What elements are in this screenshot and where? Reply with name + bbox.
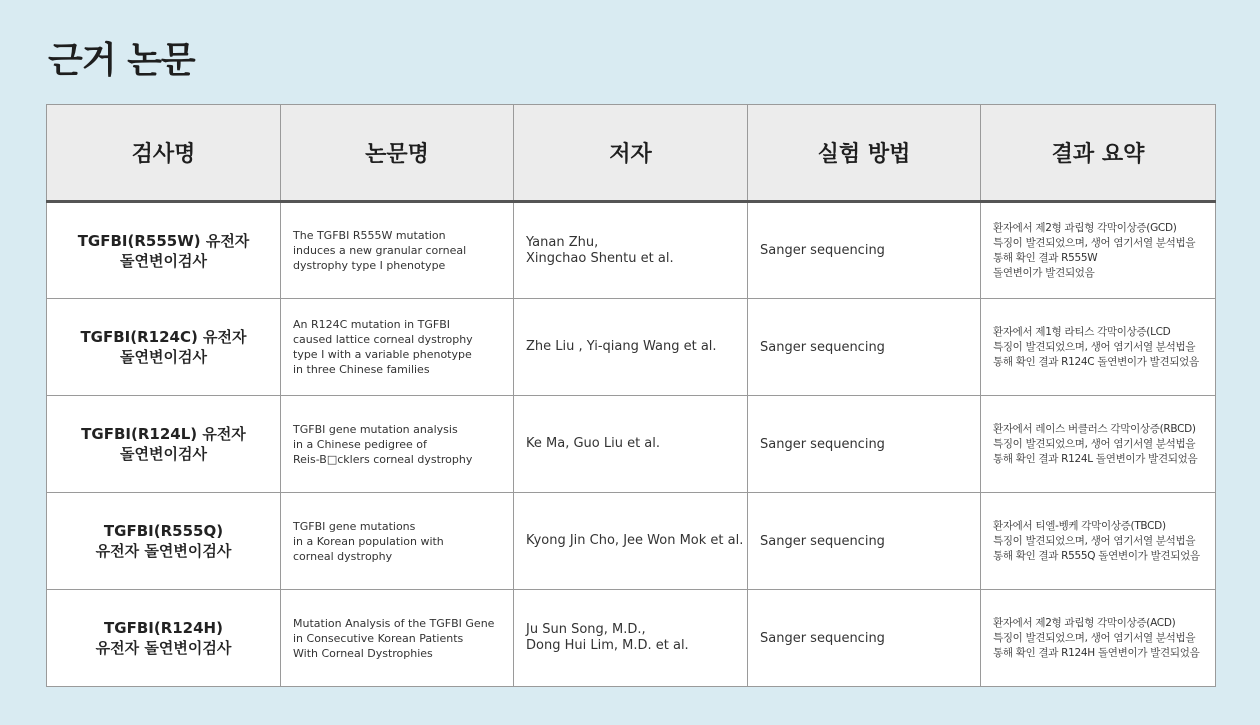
table-row xyxy=(47,396,1216,493)
cell-summary-line: 돌연변이가 발견되었음 xyxy=(993,266,1095,279)
cell-summary-line: 특징이 발견되었으며, 생어 염기서열 분석법을 xyxy=(993,631,1196,644)
page-title: 근거 논문 xyxy=(48,40,195,81)
cell-test-name xyxy=(47,396,281,493)
cell-summary-line: 환자에서 제2형 과립형 각막이상증(ACD) xyxy=(993,616,1176,629)
cell-authors xyxy=(514,396,748,493)
cell-summary-line: 환자에서 티엘-벵케 각막이상증(TBCD) xyxy=(993,519,1166,532)
cell-paper-title-line: dystrophy type I phenotype xyxy=(293,259,446,272)
cell-test-name-line: 돌연변이검사 xyxy=(120,348,207,366)
cell-test-name-line: 유전자 돌연변이검사 xyxy=(95,639,232,657)
cell-authors-line: Zhe Liu , Yi-qiang Wang et al. xyxy=(526,339,717,354)
cell-paper-title-line: The TGFBI R555W mutation xyxy=(293,229,446,242)
cell-test-name-line: TGFBI(R555W) 유전자 xyxy=(77,231,250,250)
cell-test-name-line: TGFBI(R124C) 유전자 xyxy=(80,328,247,346)
cell-paper-title-line: Mutation Analysis of the TGFBI Gene xyxy=(293,616,495,630)
cell-summary-line: 환자에서 제2형 과립형 각막이상증(GCD) xyxy=(993,221,1177,234)
cell-test-name-line: TGFBI(R124H) xyxy=(104,619,223,637)
cell-paper-title-line: in a Chinese pedigree of xyxy=(293,437,427,451)
cell-paper-title-line: corneal dystrophy xyxy=(293,549,393,563)
cell-summary xyxy=(981,299,1216,396)
header-test-name: 검사명 xyxy=(47,105,281,202)
cell-summary-line: 통해 확인 결과 R124L 돌연변이가 발견되었음 xyxy=(993,452,1198,465)
cell-paper-title-line: TGFBI gene mutations xyxy=(293,519,416,533)
cell-summary xyxy=(981,493,1216,590)
table-row xyxy=(47,493,1216,590)
cell-summary-line: 특징이 발견되었으며, 생어 염기서열 분석법을 xyxy=(993,534,1196,547)
cell-test-name-line: TGFBI(R124L) 유전자 xyxy=(81,425,246,443)
header-paper-title: 논문명 xyxy=(281,105,514,202)
table-header-row xyxy=(47,105,1216,202)
table-row xyxy=(47,299,1216,396)
cell-paper-title-line: TGFBI gene mutation analysis xyxy=(293,422,458,436)
cell-method: Sanger sequencing xyxy=(748,590,981,687)
cell-authors-line: Xingchao Shentu et al. xyxy=(526,250,674,266)
cell-summary-line: 통해 확인 결과 R555Q 돌연변이가 발견되었음 xyxy=(993,549,1200,562)
cell-paper-title-line: induces a new granular corneal xyxy=(293,244,467,257)
cell-paper-title-line: Reis-B□cklers corneal dystrophy xyxy=(293,452,473,466)
cell-paper-title-line: in Consecutive Korean Patients xyxy=(293,631,464,645)
header-summary: 결과 요약 xyxy=(981,105,1216,202)
header-authors: 저자 xyxy=(514,105,748,202)
table-row xyxy=(47,202,1216,299)
cell-paper-title-line: in a Korean population with xyxy=(293,534,444,548)
cell-test-name-line: TGFBI(R555Q) xyxy=(103,522,224,540)
cell-paper-title-line: type I with a variable phenotype xyxy=(293,348,472,361)
cell-paper-title xyxy=(281,493,514,590)
header-method: 실험 방법 xyxy=(748,105,981,202)
cell-test-name xyxy=(47,299,281,396)
cell-summary-line: 환자에서 레이스 버클러스 각막이상증(RBCD) xyxy=(993,422,1196,435)
table-body xyxy=(47,202,1216,687)
cell-summary-line: 통해 확인 결과 R555W xyxy=(993,251,1098,264)
cell-summary-line: 환자에서 제1형 라티스 각막이상증(LCD xyxy=(993,325,1171,338)
cell-authors xyxy=(514,299,748,396)
table-row xyxy=(47,590,1216,687)
cell-paper-title-line: caused lattice corneal dystrophy xyxy=(293,333,473,346)
cell-test-name-line: 돌연변이검사 xyxy=(120,445,207,463)
cell-authors-line: Ju Sun Song, M.D., xyxy=(526,622,646,637)
cell-summary-line: 특징이 발견되었으며, 생어 염기서열 분석법을 xyxy=(993,437,1196,450)
table-header xyxy=(47,105,1216,202)
cell-test-name-line: 유전자 돌연변이검사 xyxy=(95,542,232,560)
cell-paper-title-line: An R124C mutation in TGFBI xyxy=(293,318,451,331)
cell-authors-line: Dong Hui Lim, M.D. et al. xyxy=(526,638,689,653)
cell-authors xyxy=(514,202,748,299)
cell-method: Sanger sequencing xyxy=(748,493,981,590)
cell-paper-title-line: in three Chinese families xyxy=(293,363,430,376)
cell-test-name-line: 돌연변이검사 xyxy=(120,251,207,270)
cell-summary-line: 특징이 발견되었으며, 생어 염기서열 분석법을 xyxy=(993,236,1196,249)
cell-method: Sanger sequencing xyxy=(748,202,981,299)
cell-paper-title-line: With Corneal Dystrophies xyxy=(293,646,433,660)
cell-authors-line: Ke Ma, Guo Liu et al. xyxy=(526,436,661,451)
cell-summary xyxy=(981,202,1216,299)
cell-summary-line: 통해 확인 결과 R124C 돌연변이가 발견되었음 xyxy=(993,355,1199,368)
cell-summary-line: 통해 확인 결과 R124H 돌연변이가 발견되었음 xyxy=(993,646,1200,659)
cell-test-name xyxy=(47,493,281,590)
cell-test-name xyxy=(47,590,281,687)
cell-paper-title xyxy=(281,202,514,299)
cell-paper-title xyxy=(281,396,514,493)
cell-method: Sanger sequencing xyxy=(748,299,981,396)
cell-authors-line: Kyong Jin Cho, Jee Won Mok et al. xyxy=(526,533,744,548)
cell-summary-line: 특징이 발견되었으며, 생어 염기서열 분석법을 xyxy=(993,340,1196,353)
cell-paper-title xyxy=(281,590,514,687)
cell-method: Sanger sequencing xyxy=(748,396,981,493)
cell-authors-line: Yanan Zhu, xyxy=(526,234,599,250)
cell-summary xyxy=(981,590,1216,687)
cell-authors xyxy=(514,590,748,687)
cell-authors xyxy=(514,493,748,590)
reference-papers-table xyxy=(46,104,1216,687)
cell-paper-title xyxy=(281,299,514,396)
cell-summary xyxy=(981,396,1216,493)
cell-test-name xyxy=(47,202,281,299)
